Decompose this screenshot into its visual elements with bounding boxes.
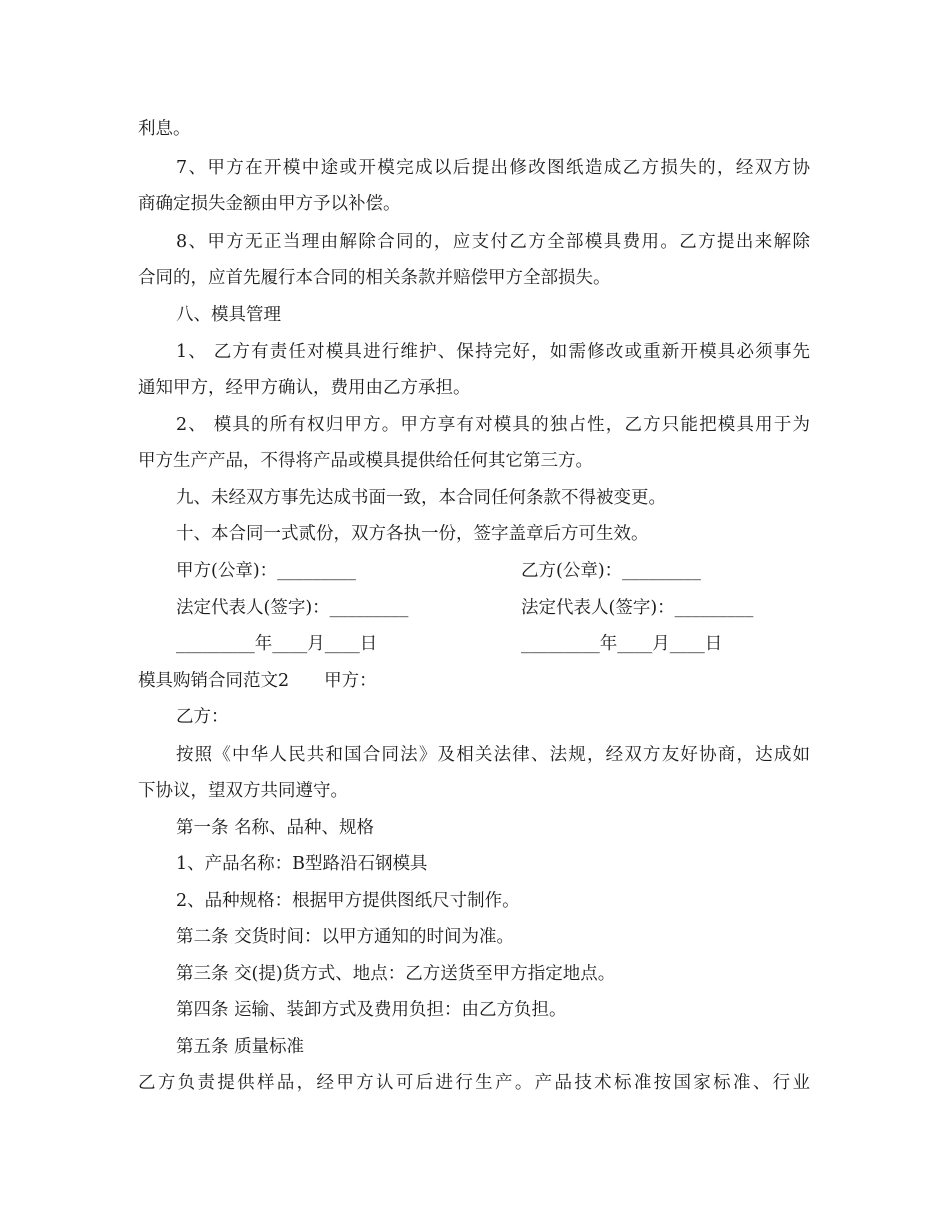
mold-clause-2-line-2: 甲方生产产品，不得将产品或模具提供给任何其它第三方。 <box>138 451 593 471</box>
article-1-item-2: 2、品种规格：根据甲方提供图纸尺寸制作。 <box>176 891 520 911</box>
article-5-heading: 第五条 质量标准 <box>176 1037 305 1057</box>
party-a-date-field: _________年____月____日 <box>176 634 378 654</box>
party-a-representative-field: 法定代表人(签字)：_________ <box>176 598 409 618</box>
preamble-line-2: 下协议，望双方共同遵守。 <box>138 781 348 801</box>
section-ten: 十、本合同一式贰份，双方各执一份，签字盖章后方可生效。 <box>176 524 649 544</box>
party-b-label: 乙方： <box>176 707 229 727</box>
contract-sample-2-title: 模具购销合同范文2 甲方： <box>138 671 377 691</box>
clause-7-line-1: 7、甲方在开模中途或开模完成以后提出修改图纸造成乙方损失的，经双方协 <box>176 158 810 178</box>
mold-clause-1-line-1: 1、 乙方有责任对模具进行维护、保持完好，如需修改或重新开模具必须事先 <box>176 342 810 362</box>
preamble-line-1: 按照《中华人民共和国合同法》及相关法律、法规，经双方友好协商，达成如 <box>176 745 810 765</box>
mold-clause-2-line-1: 2、 模具的所有权归甲方。甲方享有对模具的独占性，乙方只能把模具用于为 <box>176 415 810 435</box>
section-nine: 九、未经双方事先达成书面一致，本合同任何条款不得被变更。 <box>176 488 666 508</box>
article-1-heading: 第一条 名称、品种、规格 <box>176 818 375 838</box>
party-a-seal-field: 甲方(公章)：_________ <box>176 561 356 581</box>
article-1-item-1: 1、产品名称：B型路沿石钢模具 <box>176 854 428 874</box>
clause-8-line-2: 合同的，应首先履行本合同的相关条款并赔偿甲方全部损失。 <box>138 268 611 288</box>
section-heading-mold-management: 八、模具管理 <box>176 305 281 325</box>
mold-clause-1-line-2: 通知甲方，经甲方确认，费用由乙方承担。 <box>138 378 471 398</box>
party-b-date-field: _________年____月____日 <box>521 634 723 654</box>
party-b-representative-field: 法定代表人(签字)：_________ <box>521 598 754 618</box>
text-line: 利息。 <box>138 119 191 139</box>
article-3: 第三条 交(提)货方式、地点：乙方送货至甲方指定地点。 <box>176 964 616 984</box>
party-b-seal-field: 乙方(公章)：_________ <box>521 561 701 581</box>
article-5-line-1: 乙方负责提供样品，经甲方认可后进行生产。产品技术标准按国家标准、行业 <box>138 1073 810 1093</box>
article-2: 第二条 交货时间：以甲方通知的时间为准。 <box>176 927 515 947</box>
article-4: 第四条 运输、装卸方式及费用负担：由乙方负担。 <box>176 1000 567 1020</box>
clause-7-line-2: 商确定损失金额由甲方予以补偿。 <box>138 194 401 214</box>
clause-8-line-1: 8、甲方无正当理由解除合同的，应支付乙方全部模具费用。乙方提出来解除 <box>176 232 810 252</box>
